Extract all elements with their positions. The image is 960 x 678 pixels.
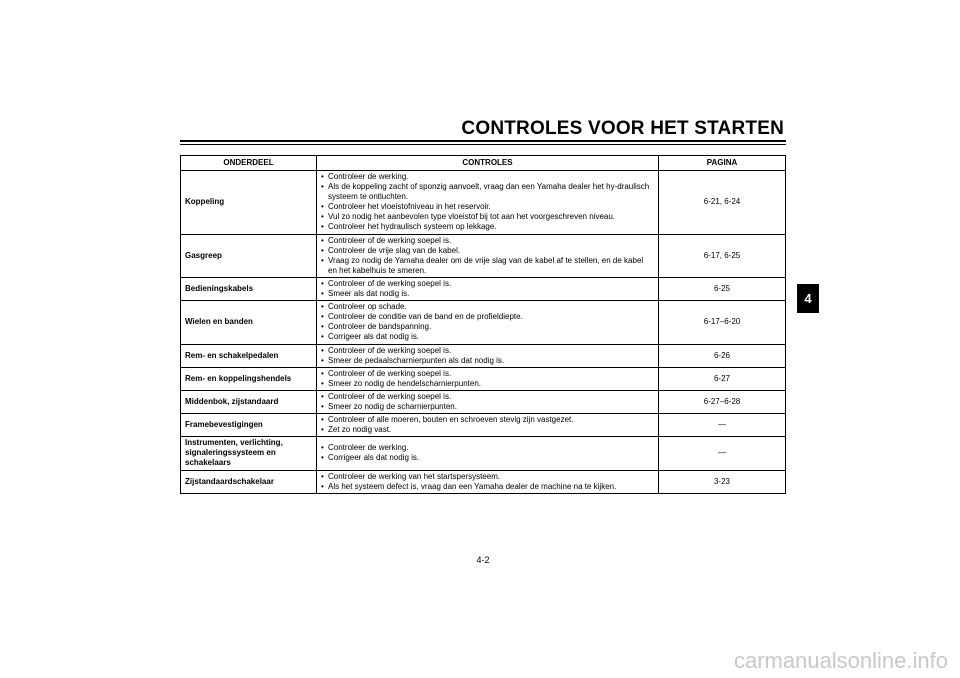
check-item: • Controleer de conditie van de band en de profieldiepte. [321,312,654,322]
page-number: 4-2 [476,555,490,565]
row-page: 6-27–6-28 [659,390,786,413]
row-page: 6-17, 6-25 [659,234,786,277]
check-item: • Controleer de werking. [321,443,654,453]
check-item: • Controleer of alle moeren, bouten en schroeven stevig zijn vastgezet. [321,415,654,425]
row-checks [317,277,659,300]
row-checks [317,171,659,235]
row-page: — [659,437,786,470]
check-item: • Corrigeer als dat nodig is. [321,453,654,463]
table-row [181,437,786,470]
check-list [321,369,654,389]
header-part: ONDERDEEL [181,156,317,171]
row-part: Bedieningskabels [181,277,317,300]
check-item: • Controleer of de werking soepel is. [321,369,654,379]
table-row [181,344,786,367]
row-page: 6-27 [659,367,786,390]
check-item: • Smeer zo nodig de hendelscharnierpunten. [321,379,654,389]
row-part: Rem- en schakelpedalen [181,344,317,367]
check-list [321,392,654,412]
page-title: CONTROLES VOOR HET STARTEN [461,118,784,139]
check-list [321,472,654,492]
check-item: • Controleer of de werking soepel is. [321,279,654,289]
check-item: • Controleer de bandspanning. [321,322,654,332]
table-row [181,414,786,437]
check-item: • Controleer of de werking soepel is. [321,236,654,246]
check-list [321,236,654,276]
check-item: • Als de koppeling zacht of sponzig aanvoelt, vraag dan een Yamaha dealer het hy-draulisch systeem te ontluchten. [321,182,654,202]
check-item: • Vraag zo nodig de Yamaha dealer om de vrije slag van de kabel af te stellen, en de kabel en het kabelhuis te smeren. [321,256,654,276]
table-row [181,470,786,493]
row-checks [317,367,659,390]
table-header-row [181,156,786,171]
row-checks [317,414,659,437]
check-item: • Vul zo nodig het aanbevolen type vloeistof bij tot aan het voorgeschreven niveau. [321,212,654,222]
check-item: • Zet zo nodig vast. [321,425,654,435]
title-rule [180,140,786,142]
row-checks [317,234,659,277]
pre-operation-checklist-table [180,155,786,494]
row-part: Middenbok, zijstandaard [181,390,317,413]
row-page: 3-23 [659,470,786,493]
check-item: • Corrigeer als dat nodig is. [321,332,654,342]
check-item: • Controleer het hydraulisch systeem op lekkage. [321,222,654,232]
row-page: — [659,414,786,437]
check-list [321,302,654,342]
check-item: • Controleer of de werking soepel is. [321,392,654,402]
watermark: carmanualsonline.info [733,648,948,673]
table-row [181,277,786,300]
row-page: 6-21, 6-24 [659,171,786,235]
check-list [321,172,654,233]
check-list [321,415,654,435]
table-row [181,390,786,413]
check-item: • Smeer de pedaalscharnierpunten als dat nodig is. [321,356,654,366]
table-row [181,301,786,344]
header-page: PAGINA [659,156,786,171]
check-item: • Controleer de werking. [321,172,654,182]
check-item: • Controleer de vrije slag van de kabel. [321,246,654,256]
row-page: 6-17–6-20 [659,301,786,344]
check-item: • Smeer zo nodig de scharnierpunten. [321,402,654,412]
row-page: 6-25 [659,277,786,300]
row-part: Gasgreep [181,234,317,277]
row-checks [317,470,659,493]
table-row [181,234,786,277]
check-item: • Als het systeem defect is, vraag dan een Yamaha dealer de machine na te kijken. [321,482,654,492]
row-part: Instrumenten, verlichting, signaleringssysteem en schakelaars [181,437,317,470]
table-body [181,171,786,494]
row-part: Zijstandaardschakelaar [181,470,317,493]
row-checks [317,344,659,367]
check-item: • Controleer of de werking soepel is. [321,346,654,356]
check-item: • Controleer de werking van het startspersysteem. [321,472,654,482]
table-row [181,171,786,235]
table-row [181,367,786,390]
row-checks [317,390,659,413]
check-list [321,346,654,366]
row-checks [317,437,659,470]
check-list [321,279,654,299]
chapter-tab: 4 [797,284,819,313]
check-item: • Controleer op schade. [321,302,654,312]
row-page: 6-26 [659,344,786,367]
row-part: Koppeling [181,171,317,235]
row-part: Framebevestigingen [181,414,317,437]
row-checks [317,301,659,344]
row-part: Wielen en banden [181,301,317,344]
check-item: • Controleer het vloeistofniveau in het reservoir. [321,202,654,212]
check-list [321,443,654,463]
row-part: Rem- en koppelingshendels [181,367,317,390]
title-rule-thin [180,144,786,145]
check-item: • Smeer als dat nodig is. [321,289,654,299]
header-checks: CONTROLES [317,156,659,171]
